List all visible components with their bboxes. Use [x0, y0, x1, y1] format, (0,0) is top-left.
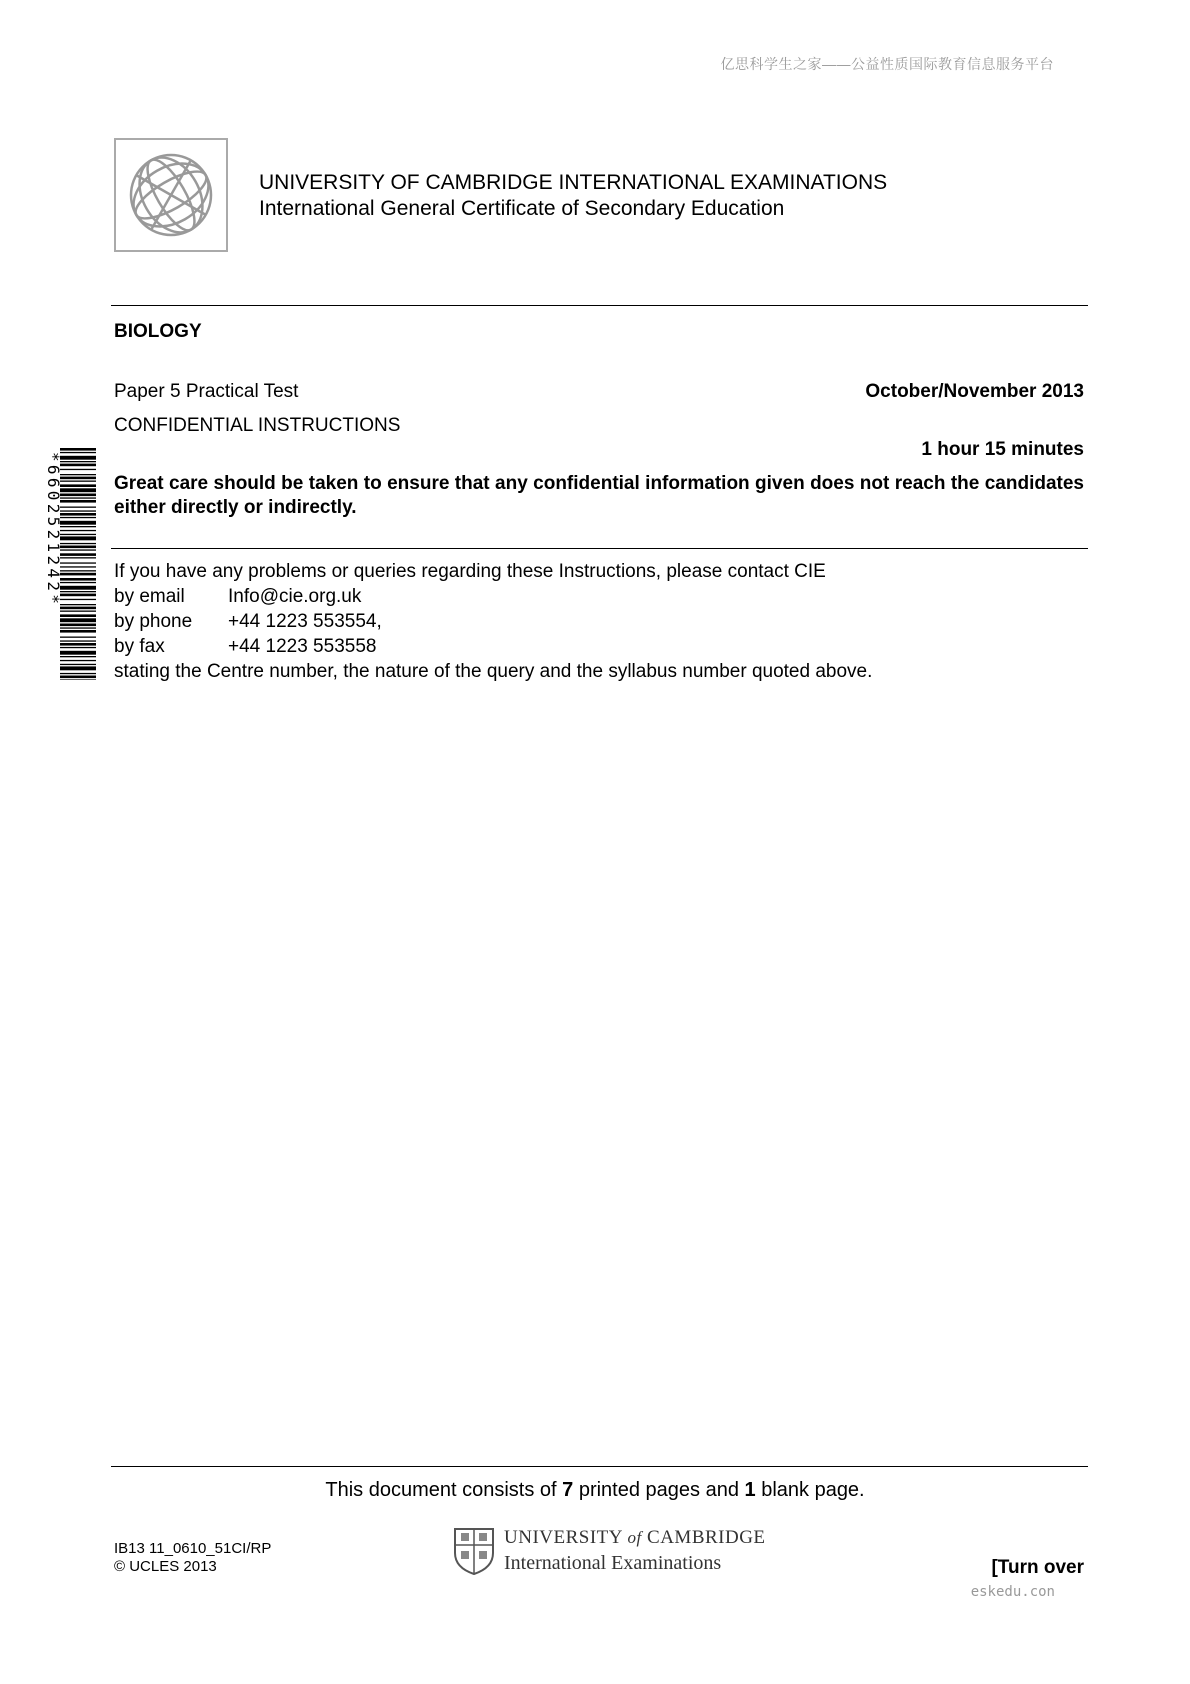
- confidential-warning: Great care should be taken to ensure that any confidential information given does not reach the candidates either directly or indirectly.: [114, 473, 1084, 518]
- cambridge-crest-icon: [453, 1527, 495, 1575]
- barcode-bar: [60, 611, 96, 612]
- contact-email-row: [114, 586, 361, 608]
- barcode-bar: [60, 591, 96, 592]
- barcode-bar: [60, 546, 96, 549]
- barcode-bar: [60, 562, 96, 563]
- barcode-bar: [60, 536, 96, 540]
- barcode-bar: [60, 607, 96, 610]
- barcode-bar: [60, 517, 96, 518]
- cambridge-logo-subtitle: International Examinations: [504, 1552, 722, 1574]
- barcode-bar: [60, 676, 96, 679]
- barcode-bar: [60, 660, 96, 661]
- barcode-bar: [60, 461, 96, 462]
- contact-label: by email: [114, 586, 185, 607]
- turn-over: [Turn over: [991, 1557, 1084, 1578]
- barcode-bar: [60, 477, 96, 480]
- contact-phone: +44 1223 553554,: [228, 611, 382, 632]
- instructions-title: CONFIDENTIAL INSTRUCTIONS: [114, 415, 401, 436]
- barcode-bar: [60, 549, 96, 550]
- barcode-bar: [60, 464, 96, 467]
- exam-session: October/November 2013: [865, 381, 1084, 402]
- logo-text: of: [627, 1528, 642, 1547]
- contact-phone-row: [114, 611, 382, 633]
- watermark-top: 亿思科学生之家——公益性质国际教育信息服务平台: [720, 56, 1054, 72]
- barcode-bar: [60, 578, 96, 581]
- barcode-text: *6602521242*: [44, 452, 63, 608]
- barcode-bar: [60, 566, 96, 567]
- logo-text: CAMBRIDGE: [647, 1527, 766, 1548]
- barcode-bar: [60, 488, 96, 492]
- barcode-bar: [60, 643, 96, 646]
- barcode-bar: [60, 448, 96, 451]
- page-note-text: printed pages and: [573, 1479, 745, 1501]
- barcode-bar: [60, 484, 96, 487]
- blank-page-count: 1: [744, 1479, 756, 1501]
- watermark-bottom: eskedu.con: [970, 1584, 1055, 1600]
- barcode-bar: [60, 500, 96, 503]
- divider-middle: [111, 548, 1088, 549]
- barcode-bar: [60, 557, 96, 558]
- page-note-text: This document consists of: [325, 1479, 563, 1501]
- cie-logo: [114, 138, 228, 252]
- barcode-bar: [60, 599, 96, 600]
- barcode-bar: [60, 640, 96, 641]
- barcode-bar: [60, 656, 96, 657]
- divider-top: [111, 305, 1088, 306]
- barcode-bar: [60, 452, 96, 453]
- barcode-bar: [60, 530, 96, 531]
- barcode-bar: [60, 497, 96, 498]
- globe-icon: [125, 149, 217, 241]
- barcode-bar: [60, 637, 96, 638]
- contact-email[interactable]: Info@cie.org.uk: [228, 586, 362, 607]
- barcode-bar: [60, 679, 96, 680]
- barcode-bar: [60, 469, 96, 470]
- barcode-bar: [60, 673, 96, 674]
- barcode-bar: [60, 526, 96, 527]
- contact-label: by fax: [114, 636, 165, 657]
- page-note-text: blank page.: [755, 1479, 865, 1501]
- barcode-bar: [60, 570, 96, 571]
- barcode-bar: [60, 627, 96, 628]
- divider-bottom: [111, 1466, 1088, 1467]
- paper-title: Paper 5 Practical Test: [114, 381, 299, 402]
- barcode-bar: [60, 582, 96, 583]
- barcode-bar: [60, 604, 96, 605]
- page-count-note: [0, 1479, 1190, 1502]
- barcode-bar: [60, 510, 96, 511]
- barcode-bar: [60, 521, 96, 525]
- barcode-bar: [60, 543, 96, 544]
- barcode-bar: [60, 573, 96, 576]
- barcode-bar: [60, 507, 96, 508]
- printed-page-count: 7: [562, 1479, 574, 1501]
- contact-intro: If you have any problems or queries regarding these Instructions, please contact CIE: [114, 561, 826, 582]
- subject-title: BIOLOGY: [114, 321, 202, 342]
- barcode-bar: [60, 594, 96, 597]
- exam-duration: 1 hour 15 minutes: [921, 439, 1084, 460]
- qualification-title: International General Certificate of Secondary Education: [259, 197, 785, 220]
- barcode: [34, 448, 96, 680]
- copyright: © UCLES 2013: [114, 1558, 217, 1575]
- barcode-bar: [60, 618, 96, 622]
- barcode-bar: [60, 647, 96, 648]
- document-code: IB13 11_0610_51CI/RP: [114, 1540, 272, 1557]
- barcode-bar: [60, 651, 96, 655]
- barcode-bar: [60, 481, 96, 482]
- barcode-bar: [60, 624, 96, 627]
- contact-fax-row: [114, 636, 376, 658]
- contact-fax: +44 1223 553558: [228, 636, 377, 657]
- barcode-bar: [60, 664, 96, 665]
- exam-board-title: UNIVERSITY OF CAMBRIDGE INTERNATIONAL EXAMINATIONS: [259, 171, 888, 194]
- barcode-bar: [60, 630, 96, 633]
- barcode-bar: [60, 513, 96, 516]
- logo-text: UNIVERSITY: [504, 1527, 623, 1548]
- barcode-bar: [60, 474, 96, 475]
- barcode-bar: [60, 456, 96, 460]
- barcode-bar: [60, 534, 96, 535]
- contact-instructions: stating the Centre number, the nature of the query and the syllabus number quoted above.: [114, 661, 873, 682]
- cambridge-logo-name: [504, 1527, 766, 1549]
- contact-label: by phone: [114, 611, 193, 632]
- barcode-bar: [60, 666, 96, 670]
- barcode-bar: [60, 614, 96, 617]
- barcode-bar: [60, 553, 96, 556]
- barcode-bar: [60, 494, 96, 497]
- barcode-bar: [60, 586, 96, 590]
